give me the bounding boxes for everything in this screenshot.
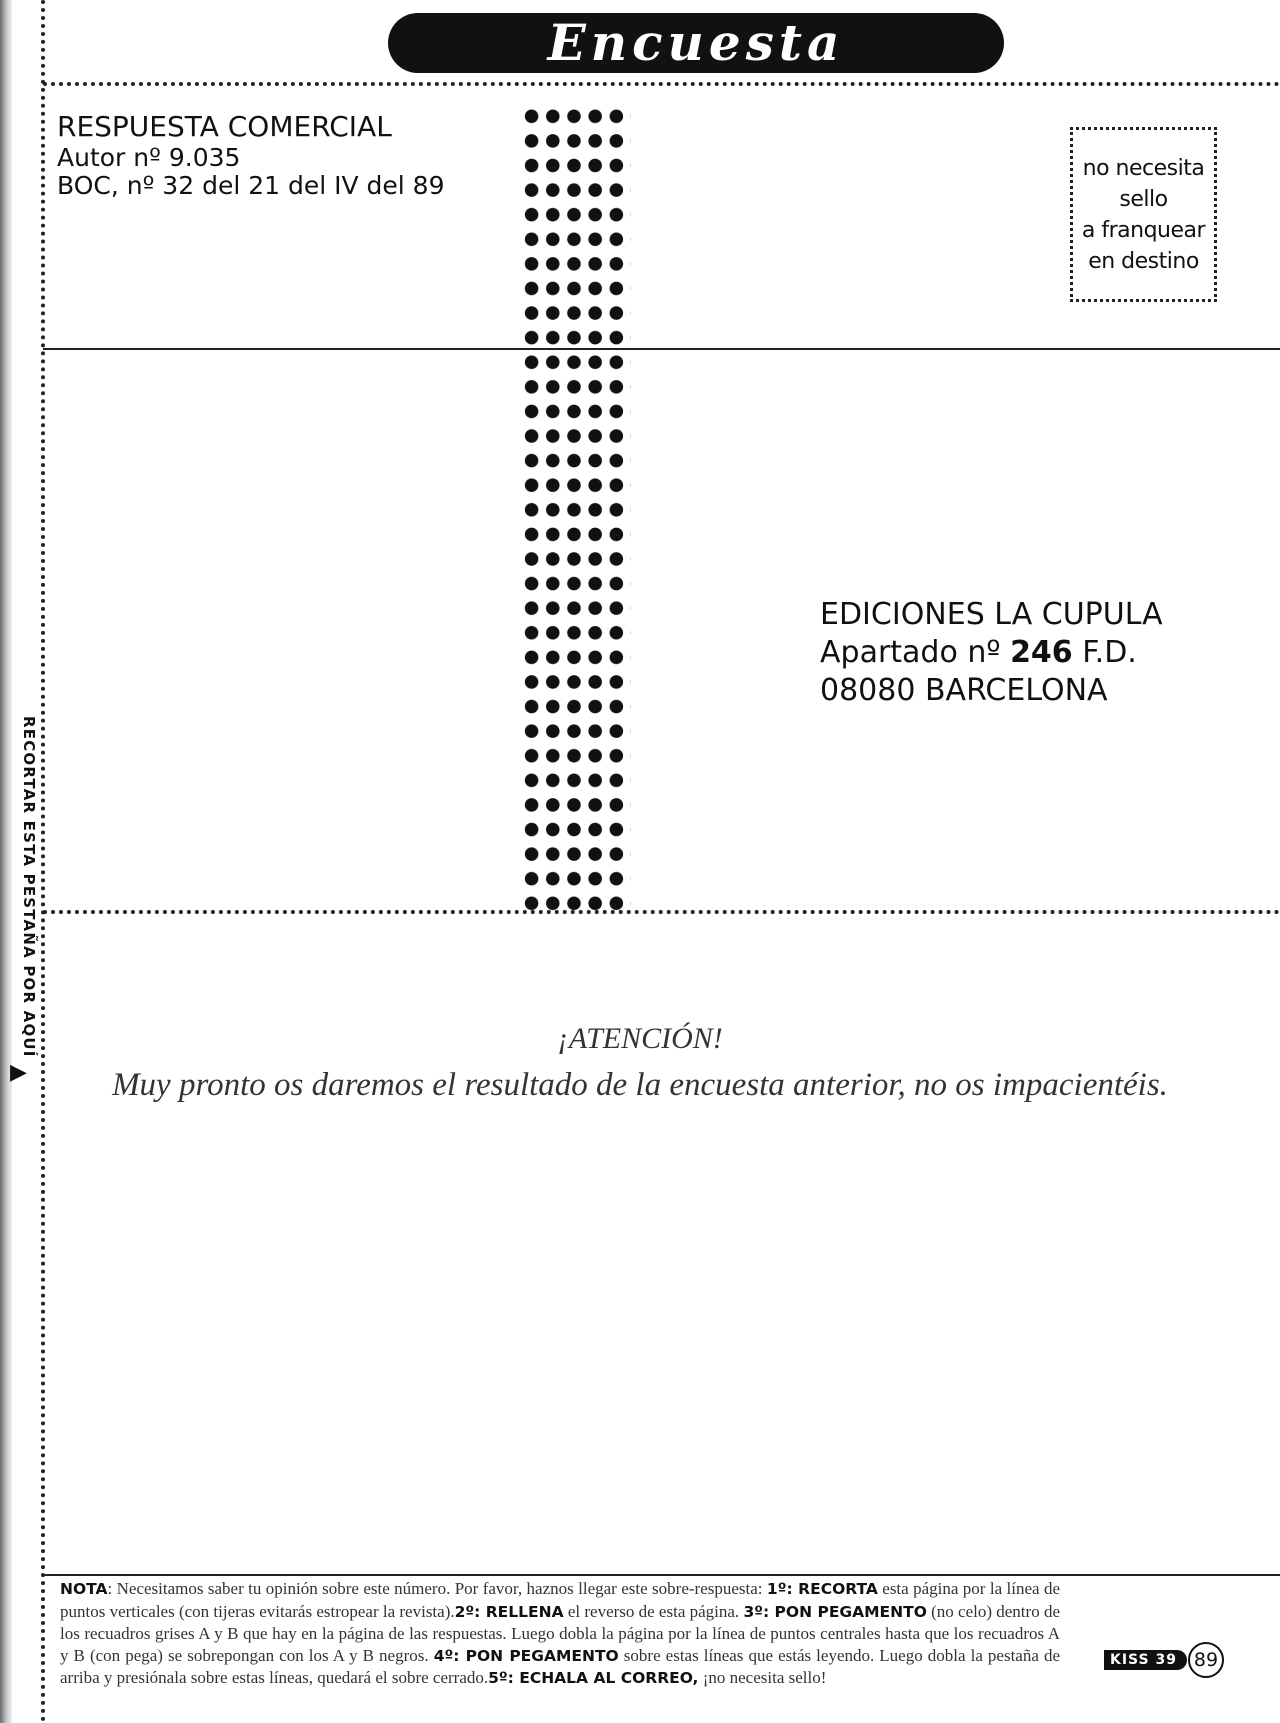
sender-line-3: BOC, nº 32 del 21 del IV del 89 bbox=[57, 171, 445, 200]
nota-step: 2º: RELLENA bbox=[454, 1602, 564, 1621]
nota-text: : Necesitamos saber tu opinión sobre este número. Por favor, haznos llegar este sobre-respuesta: bbox=[107, 1579, 767, 1598]
page-title: Encuesta bbox=[547, 13, 845, 72]
nota-text: sobre estas líneas que estás leyendo. Luego dobla la pestaña de arriba y presiónala sobre estas líneas, quedará el sobre cerrado. bbox=[60, 1645, 1060, 1687]
arrow-right-icon: ▶ bbox=[10, 1060, 27, 1085]
attention-body: Muy pronto os daremos el resultado de la encuesta anterior, no os impacientéis. bbox=[112, 1067, 1168, 1103]
nota-paragraph bbox=[60, 1578, 1060, 1690]
sender-line-1: RESPUESTA COMERCIAL bbox=[57, 110, 392, 143]
nota-step: 5º: ECHALA AL CORREO, bbox=[488, 1669, 699, 1687]
nota-step: 1º: RECORTA bbox=[766, 1580, 878, 1598]
page-number: 89 bbox=[1188, 1642, 1224, 1678]
nota-lead: NOTA bbox=[60, 1580, 108, 1598]
address-number: 246 bbox=[1010, 635, 1073, 670]
sender-block bbox=[57, 110, 445, 200]
nota-text: (no celo) dentro de los recuadros grises A y B que hay en la página de las respuestas. Luego dobla la página por la línea de puntos centrales hasta que los recuadros A y B (con pega) se sobrepongan con los A y B negros. bbox=[60, 1601, 1060, 1665]
title-banner bbox=[388, 13, 1004, 73]
nota-divider-line bbox=[43, 1574, 1280, 1576]
attention-title: ¡ATENCIÓN! bbox=[557, 1022, 723, 1055]
stamp-line: sello bbox=[1119, 186, 1168, 212]
address-line-2-post: F.D. bbox=[1082, 635, 1137, 670]
issue-badge: KISS 39 bbox=[1104, 1650, 1187, 1670]
stamp-box bbox=[1070, 127, 1217, 302]
cut-here-label: RECORTAR ESTA PESTAÑA POR AQUÍ bbox=[20, 716, 38, 1058]
stamp-line: a franquear bbox=[1081, 217, 1206, 243]
stamp-line: en destino bbox=[1088, 248, 1199, 274]
stamp-line: no necesita bbox=[1082, 155, 1205, 181]
nota-text: el reverso de esta página. bbox=[563, 1601, 744, 1621]
top-fold-line bbox=[43, 82, 1280, 86]
address-line-2-pre: Apartado nº bbox=[820, 635, 1001, 670]
nota-text: esta página por la línea de puntos verticales (con tijeras evitarás estropear la revista). bbox=[60, 1579, 1060, 1621]
envelope-divider-line bbox=[43, 348, 1280, 350]
address-line-1: EDICIONES LA CUPULA bbox=[820, 597, 1163, 632]
sender-line-2: Autor nº 9.035 bbox=[57, 143, 241, 172]
recipient-address bbox=[820, 596, 1163, 710]
nota-step: 3º: PON PEGAMENTO bbox=[743, 1602, 927, 1621]
nota-step: 4º: PON PEGAMENTO bbox=[433, 1646, 619, 1665]
address-line-2 bbox=[820, 634, 1163, 672]
page-edge-shadow bbox=[0, 0, 12, 1723]
address-line-3: 08080 BARCELONA bbox=[820, 673, 1108, 708]
dot-column bbox=[521, 104, 631, 914]
bottom-fold-line bbox=[43, 910, 1280, 914]
vertical-cut-line bbox=[41, 0, 45, 1723]
nota-text: ¡no necesita sello! bbox=[698, 1668, 827, 1687]
